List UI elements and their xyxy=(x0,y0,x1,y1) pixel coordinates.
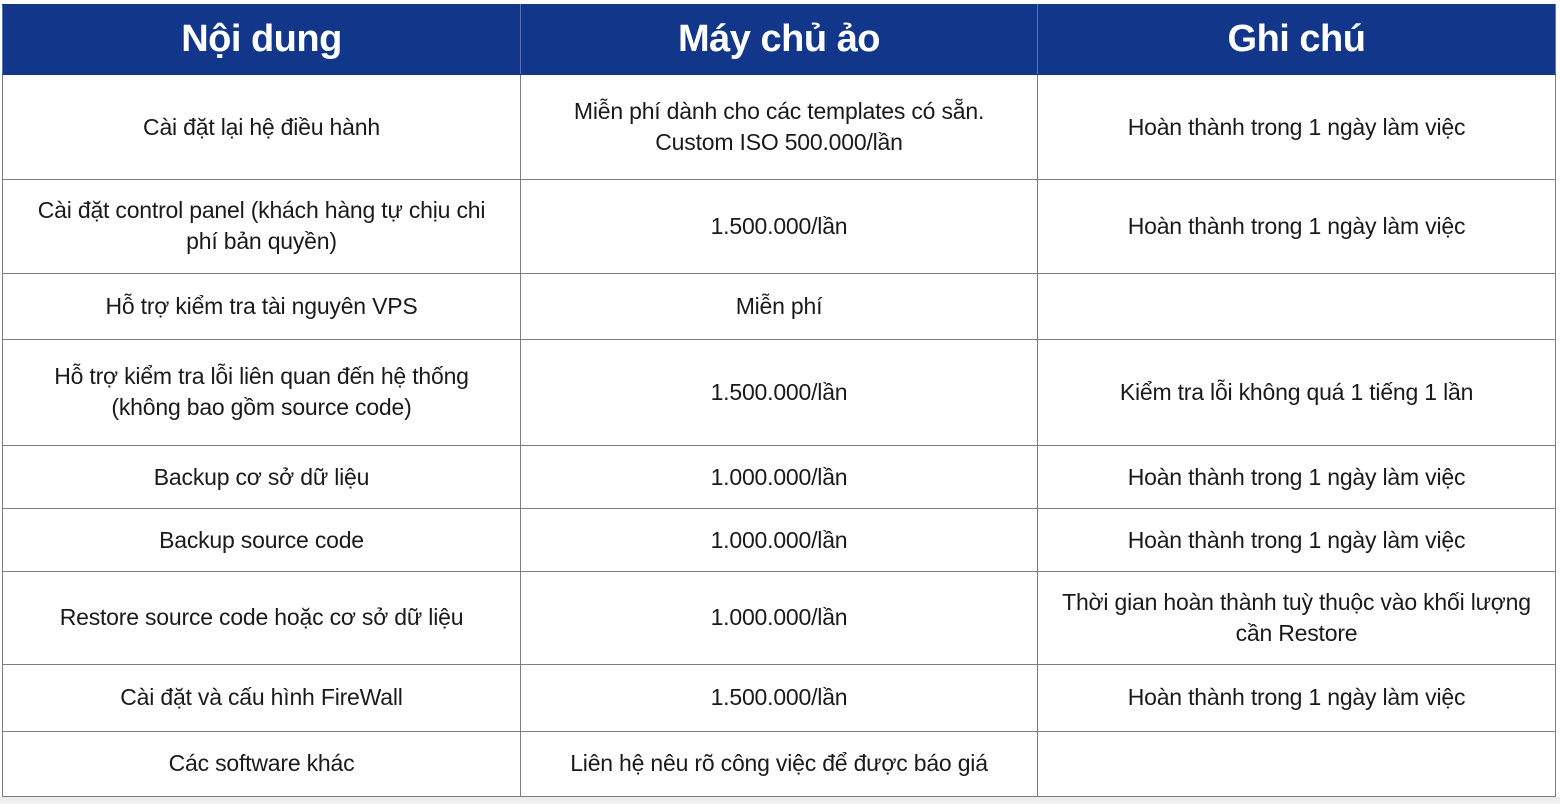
content-text: Cài đặt lại hệ điều hành xyxy=(143,113,380,140)
header-row xyxy=(3,5,1556,75)
cell-content xyxy=(3,339,521,445)
table-body xyxy=(3,75,1556,797)
cell-price xyxy=(521,731,1038,796)
price-text: Miễn phí xyxy=(735,292,823,319)
note-text: Hoàn thành trong 1 ngày làm việc xyxy=(1127,212,1466,239)
price-text: 1.500.000/lần xyxy=(710,684,848,711)
table-row xyxy=(3,339,1556,445)
header-content: Nội dung xyxy=(3,5,521,75)
price-text: 1.500.000/lần xyxy=(710,378,848,405)
service-pricing-table xyxy=(2,4,1556,797)
cell-price xyxy=(521,75,1038,180)
note-text: Thời gian hoàn thành tuỳ thuộc vào khối lượng cần Restore xyxy=(1062,588,1531,646)
note-text: Kiểm tra lỗi không quá 1 tiếng 1 lần xyxy=(1119,378,1474,405)
cell-note xyxy=(1038,731,1556,796)
price-text: Miễn phí dành cho các templates có sẵn. Custom ISO 500.000/lần xyxy=(573,98,985,156)
table-row xyxy=(3,75,1556,180)
table-row xyxy=(3,445,1556,508)
content-text: Backup cơ sở dữ liệu xyxy=(153,463,370,490)
price-text: 1.000.000/lần xyxy=(710,463,848,490)
table-row xyxy=(3,731,1556,796)
cell-note xyxy=(1038,509,1556,572)
cell-content xyxy=(3,75,521,180)
note-text: Hoàn thành trong 1 ngày làm việc xyxy=(1127,684,1466,711)
note-text: Hoàn thành trong 1 ngày làm việc xyxy=(1127,526,1466,553)
page-shadow xyxy=(0,797,1560,804)
cell-note xyxy=(1038,339,1556,445)
cell-note xyxy=(1038,664,1556,731)
table-header xyxy=(3,5,1556,75)
table-row xyxy=(3,180,1556,273)
cell-price xyxy=(521,180,1038,273)
cell-price xyxy=(521,339,1038,445)
content-text: Backup source code xyxy=(159,526,364,553)
table-row xyxy=(3,273,1556,339)
cell-note xyxy=(1038,273,1556,339)
header-virtual-server: Máy chủ ảo xyxy=(521,5,1038,75)
cell-price xyxy=(521,509,1038,572)
cell-content xyxy=(3,273,521,339)
content-text: Cài đặt và cấu hình FireWall xyxy=(120,684,403,711)
cell-note xyxy=(1038,180,1556,273)
cell-note xyxy=(1038,445,1556,508)
note-text: Hoàn thành trong 1 ngày làm việc xyxy=(1127,463,1466,490)
cell-content xyxy=(3,509,521,572)
cell-content xyxy=(3,572,521,664)
cell-content xyxy=(3,445,521,508)
cell-price xyxy=(521,273,1038,339)
cell-price xyxy=(521,445,1038,508)
cell-content xyxy=(3,180,521,273)
cell-price xyxy=(521,664,1038,731)
content-text: Hỗ trợ kiểm tra tài nguyên VPS xyxy=(105,292,418,319)
content-text: Hỗ trợ kiểm tra lỗi liên quan đến hệ thống (không bao gồm source code) xyxy=(54,363,469,421)
header-notes: Ghi chú xyxy=(1038,5,1556,75)
table-row xyxy=(3,664,1556,731)
price-text: Liên hệ nêu rõ công việc để được báo giá xyxy=(570,750,988,777)
price-text: 1.500.000/lần xyxy=(710,212,848,239)
price-text: 1.000.000/lần xyxy=(710,526,848,553)
content-text: Restore source code hoặc cơ sở dữ liệu xyxy=(59,604,464,631)
content-text: Cài đặt control panel (khách hàng tự chịu chi phí bản quyền) xyxy=(37,197,486,255)
table-row xyxy=(3,572,1556,664)
content-text: Các software khác xyxy=(168,750,355,777)
table-row xyxy=(3,509,1556,572)
note-text: Hoàn thành trong 1 ngày làm việc xyxy=(1127,113,1466,140)
price-text: 1.000.000/lần xyxy=(710,604,848,631)
cell-note xyxy=(1038,75,1556,180)
cell-note xyxy=(1038,572,1556,664)
cell-content xyxy=(3,731,521,796)
cell-price xyxy=(521,572,1038,664)
cell-content xyxy=(3,664,521,731)
